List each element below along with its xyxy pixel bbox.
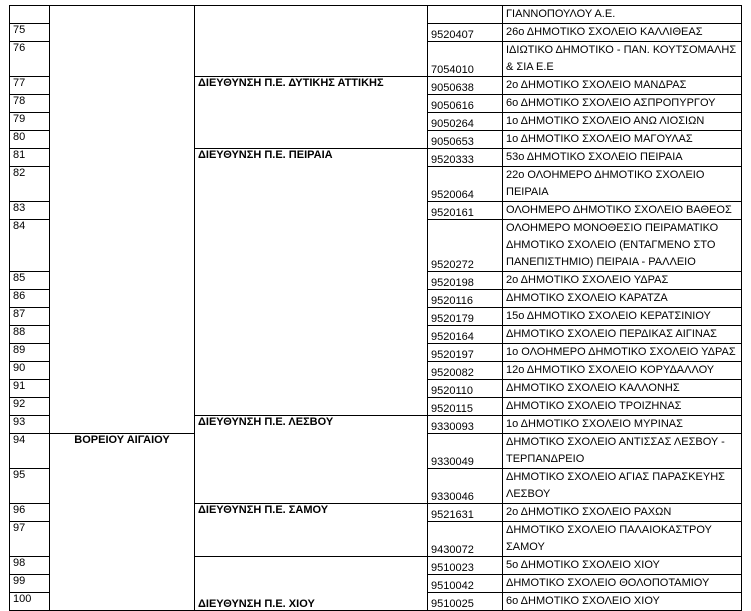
- school-code: 9520197: [428, 344, 503, 362]
- school-code: 9520115: [428, 398, 503, 416]
- row-number: 86: [10, 290, 50, 308]
- school-name: [503, 24, 742, 42]
- school-name-line: 1ο ΔΗΜΟΤΙΚΟ ΣΧΟΛΕΙΟ ΑΝΩ ΛΙΟΣΙΩΝ: [506, 115, 705, 127]
- row-number: 85: [10, 272, 50, 290]
- school-name-line: 6ο ΔΗΜΟΤΙΚΟ ΣΧΟΛΕΙΟ ΑΣΠΡΟΠΥΡΓΟΥ: [506, 97, 716, 109]
- school-name-line: 2ο ΔΗΜΟΤΙΚΟ ΣΧΟΛΕΙΟ ΜΑΝΔΡΑΣ: [506, 79, 687, 91]
- school-name-line: ΤΕΡΠΑΝΔΡΕΙΟ: [506, 453, 585, 465]
- directorate-cell: [195, 6, 428, 77]
- school-code: 9520198: [428, 272, 503, 290]
- school-code: 9520110: [428, 380, 503, 398]
- school-code: 9520272: [428, 220, 503, 272]
- row-number: 82: [10, 167, 50, 202]
- school-name-line: ΓΙΑΝΝΟΠΟΥΛΟΥ Α.Ε.: [506, 8, 616, 20]
- row-number: 78: [10, 95, 50, 113]
- row-number: 100: [10, 593, 50, 611]
- school-name-line: ΔΗΜΟΤΙΚΟ ΣΧΟΛΕΙΟ ΤΡΟΙΖΗΝΑΣ: [506, 400, 682, 412]
- row-number: 81: [10, 149, 50, 167]
- row-number: 93: [10, 416, 50, 434]
- school-name: [503, 77, 742, 95]
- school-code: 7054010: [428, 42, 503, 77]
- school-code: 9520161: [428, 202, 503, 220]
- row-number: 80: [10, 131, 50, 149]
- school-name-line: ΟΛΟΗΜΕΡΟ ΔΗΜΟΤΙΚΟ ΣΧΟΛΕΙΟ ΒΑΘΕΟΣ: [506, 204, 732, 216]
- school-name: [503, 202, 742, 220]
- school-name-line: ΠΕΙΡΑΙΑ: [506, 186, 549, 198]
- school-name-line: ΔΗΜΟΤΙΚΟ ΣΧΟΛΕΙΟ ΠΕΡΔΙΚΑΣ ΑΙΓΙΝΑΣ: [506, 328, 717, 340]
- school-name: [503, 434, 742, 469]
- school-code: 9520064: [428, 167, 503, 202]
- school-code: 9330049: [428, 434, 503, 469]
- school-name: [503, 308, 742, 326]
- row-number: 84: [10, 220, 50, 272]
- region-cell: ΒΟΡΕΙΟΥ ΑΙΓΑΙΟΥ: [50, 434, 195, 611]
- school-name-line: 26ο ΔΗΜΟΤΙΚΟ ΣΧΟΛΕΙΟ ΚΑΛΛΙΘΕΑΣ: [506, 26, 703, 38]
- row-number: 90: [10, 362, 50, 380]
- school-name-line: 12ο ΔΗΜΟΤΙΚΟ ΣΧΟΛΕΙΟ ΚΟΡΥΔΑΛΛΟΥ: [506, 364, 715, 376]
- school-name-line: ΣΑΜΟΥ: [506, 541, 545, 553]
- directorate-cell: ΔΙΕΥΘΥΝΣΗ Π.Ε. ΔΥΤΙΚΗΣ ΑΤΤΙΚΗΣ: [195, 77, 428, 149]
- school-name: [503, 362, 742, 380]
- school-name: [503, 557, 742, 575]
- school-name: [503, 167, 742, 202]
- school-name: [503, 113, 742, 131]
- row-number: 89: [10, 344, 50, 362]
- row-number: 95: [10, 469, 50, 504]
- school-name: [503, 149, 742, 167]
- row-number: 83: [10, 202, 50, 220]
- row-number: 96: [10, 504, 50, 522]
- school-name-line: 5ο ΔΗΜΟΤΙΚΟ ΣΧΟΛΕΙΟ ΧΙΟΥ: [506, 559, 660, 571]
- school-code: 9520179: [428, 308, 503, 326]
- school-name-line: ΔΗΜΟΤΙΚΟ ΣΧΟΛΕΙΟ ΚΑΛΛΟΝΗΣ: [506, 382, 680, 394]
- school-name-line: ΛΕΣΒΟΥ: [506, 488, 551, 500]
- school-name: [503, 593, 742, 611]
- school-name-line: ΔΗΜΟΤΙΚΟ ΣΧΟΛΕΙΟ ΘΟΛΟΠΟΤΑΜΙΟΥ: [506, 577, 710, 589]
- directorate-cell: ΔΙΕΥΘΥΝΣΗ Π.Ε. ΧΙΟΥ: [195, 557, 428, 611]
- school-name-line: ΔΗΜΟΤΙΚΟ ΣΧΟΛΕΙΟ ΠΑΛΑΙΟΚΑΣΤΡΟΥ: [506, 524, 712, 536]
- school-code: 9050616: [428, 95, 503, 113]
- school-code: 9520164: [428, 326, 503, 344]
- row-number: 75: [10, 24, 50, 42]
- school-name-line: ΔΗΜΟΤΙΚΟ ΣΧΟΛΕΙΟ (ΕΝΤΑΓΜΕΝΟ ΣΤΟ: [506, 239, 716, 251]
- school-name: [503, 469, 742, 504]
- row-number: 92: [10, 398, 50, 416]
- school-name-line: ΠΑΝΕΠΙΣΤΗΜΙΟ) ΠΕΙΡΑΙΑ - ΡΑΛΛΕΙΟ: [506, 256, 696, 268]
- school-name-line: 53ο ΔΗΜΟΤΙΚΟ ΣΧΟΛΕΙΟ ΠΕΙΡΑΙΑ: [506, 151, 683, 163]
- school-name-line: 15ο ΔΗΜΟΤΙΚΟ ΣΧΟΛΕΙΟ ΚΕΡΑΤΣΙΝΙΟΥ: [506, 310, 711, 322]
- school-name: [503, 220, 742, 272]
- row-number: 87: [10, 308, 50, 326]
- school-name-line: ΙΔΙΩΤΙΚΟ ΔΗΜΟΤΙΚΟ - ΠΑΝ. ΚΟΥΤΣΟΜΑΛΗΣ: [506, 44, 737, 56]
- school-code: 9521631: [428, 504, 503, 522]
- school-code: 9520407: [428, 24, 503, 42]
- row-number: 94: [10, 434, 50, 469]
- directorate-cell: ΔΙΕΥΘΥΝΣΗ Π.Ε. ΛΕΣΒΟΥ: [195, 416, 428, 504]
- school-name-line: 1ο ΟΛΟΗΜΕΡΟ ΔΗΜΟΤΙΚΟ ΣΧΟΛΕΙΟ ΥΔΡΑΣ: [506, 346, 736, 358]
- school-code: [428, 6, 503, 24]
- table-row: [10, 6, 742, 24]
- row-number: [10, 6, 50, 24]
- school-name-line: 6ο ΔΗΜΟΤΙΚΟ ΣΧΟΛΕΙΟ ΧΙΟΥ: [506, 595, 660, 607]
- school-name: [503, 416, 742, 434]
- directorate-cell: ΔΙΕΥΘΥΝΣΗ Π.Ε. ΠΕΙΡΑΙΑ: [195, 149, 428, 416]
- school-name: [503, 290, 742, 308]
- school-name-line: ΔΗΜΟΤΙΚΟ ΣΧΟΛΕΙΟ ΚΑΡΑΤΖΑ: [506, 292, 668, 304]
- school-name-line: ΔΗΜΟΤΙΚΟ ΣΧΟΛΕΙΟ ΑΝΤΙΣΣΑΣ ΛΕΣΒΟΥ -: [506, 436, 725, 448]
- school-name-line: 22ο ΟΛΟΗΜΕΡΟ ΔΗΜΟΤΙΚΟ ΣΧΟΛΕΙΟ: [506, 169, 705, 181]
- school-name-line: 1ο ΔΗΜΟΤΙΚΟ ΣΧΟΛΕΙΟ ΜΥΡΙΝΑΣ: [506, 418, 683, 430]
- school-name: [503, 272, 742, 290]
- directorate-cell: ΔΙΕΥΘΥΝΣΗ Π.Ε. ΣΑΜΟΥ: [195, 504, 428, 557]
- row-number: 99: [10, 575, 50, 593]
- row-number: 97: [10, 522, 50, 557]
- school-name: [503, 6, 742, 24]
- school-name-line: ΟΛΟΗΜΕΡΟ ΜΟΝΟΘΕΣΙΟ ΠΕΙΡΑΜΑΤΙΚΟ: [506, 222, 719, 234]
- school-name: [503, 344, 742, 362]
- school-name: [503, 326, 742, 344]
- row-number: 91: [10, 380, 50, 398]
- school-code: 9430072: [428, 522, 503, 557]
- school-name: [503, 398, 742, 416]
- school-name-line: 2ο ΔΗΜΟΤΙΚΟ ΣΧΟΛΕΙΟ ΥΔΡΑΣ: [506, 274, 669, 286]
- school-code: 9520333: [428, 149, 503, 167]
- school-name: [503, 42, 742, 77]
- row-number: 88: [10, 326, 50, 344]
- school-code: 9520082: [428, 362, 503, 380]
- school-code: 9330093: [428, 416, 503, 434]
- school-name: [503, 380, 742, 398]
- school-code: 9510042: [428, 575, 503, 593]
- school-code: 9050638: [428, 77, 503, 95]
- school-name-line: & ΣΙΑ Ε.Ε: [506, 61, 554, 73]
- row-number: 77: [10, 77, 50, 95]
- row-number: 98: [10, 557, 50, 575]
- school-code: 9330046: [428, 469, 503, 504]
- school-name-line: ΔΗΜΟΤΙΚΟ ΣΧΟΛΕΙΟ ΑΓΙΑΣ ΠΑΡΑΣΚΕΥΗΣ: [506, 471, 725, 483]
- school-code: 9050653: [428, 131, 503, 149]
- school-name-line: 1ο ΔΗΜΟΤΙΚΟ ΣΧΟΛΕΙΟ ΜΑΓΟΥΛΑΣ: [506, 133, 693, 145]
- school-name: [503, 522, 742, 557]
- school-code: 9510023: [428, 557, 503, 575]
- schools-table: [9, 5, 742, 611]
- row-number: 76: [10, 42, 50, 77]
- school-name: [503, 131, 742, 149]
- region-cell: [50, 6, 195, 434]
- school-code: 9520116: [428, 290, 503, 308]
- school-name: [503, 575, 742, 593]
- school-code: 9050264: [428, 113, 503, 131]
- row-number: 79: [10, 113, 50, 131]
- school-name: [503, 504, 742, 522]
- school-name-line: 2ο ΔΗΜΟΤΙΚΟ ΣΧΟΛΕΙΟ ΡΑΧΩΝ: [506, 506, 672, 518]
- school-code: 9510025: [428, 593, 503, 611]
- school-name: [503, 95, 742, 113]
